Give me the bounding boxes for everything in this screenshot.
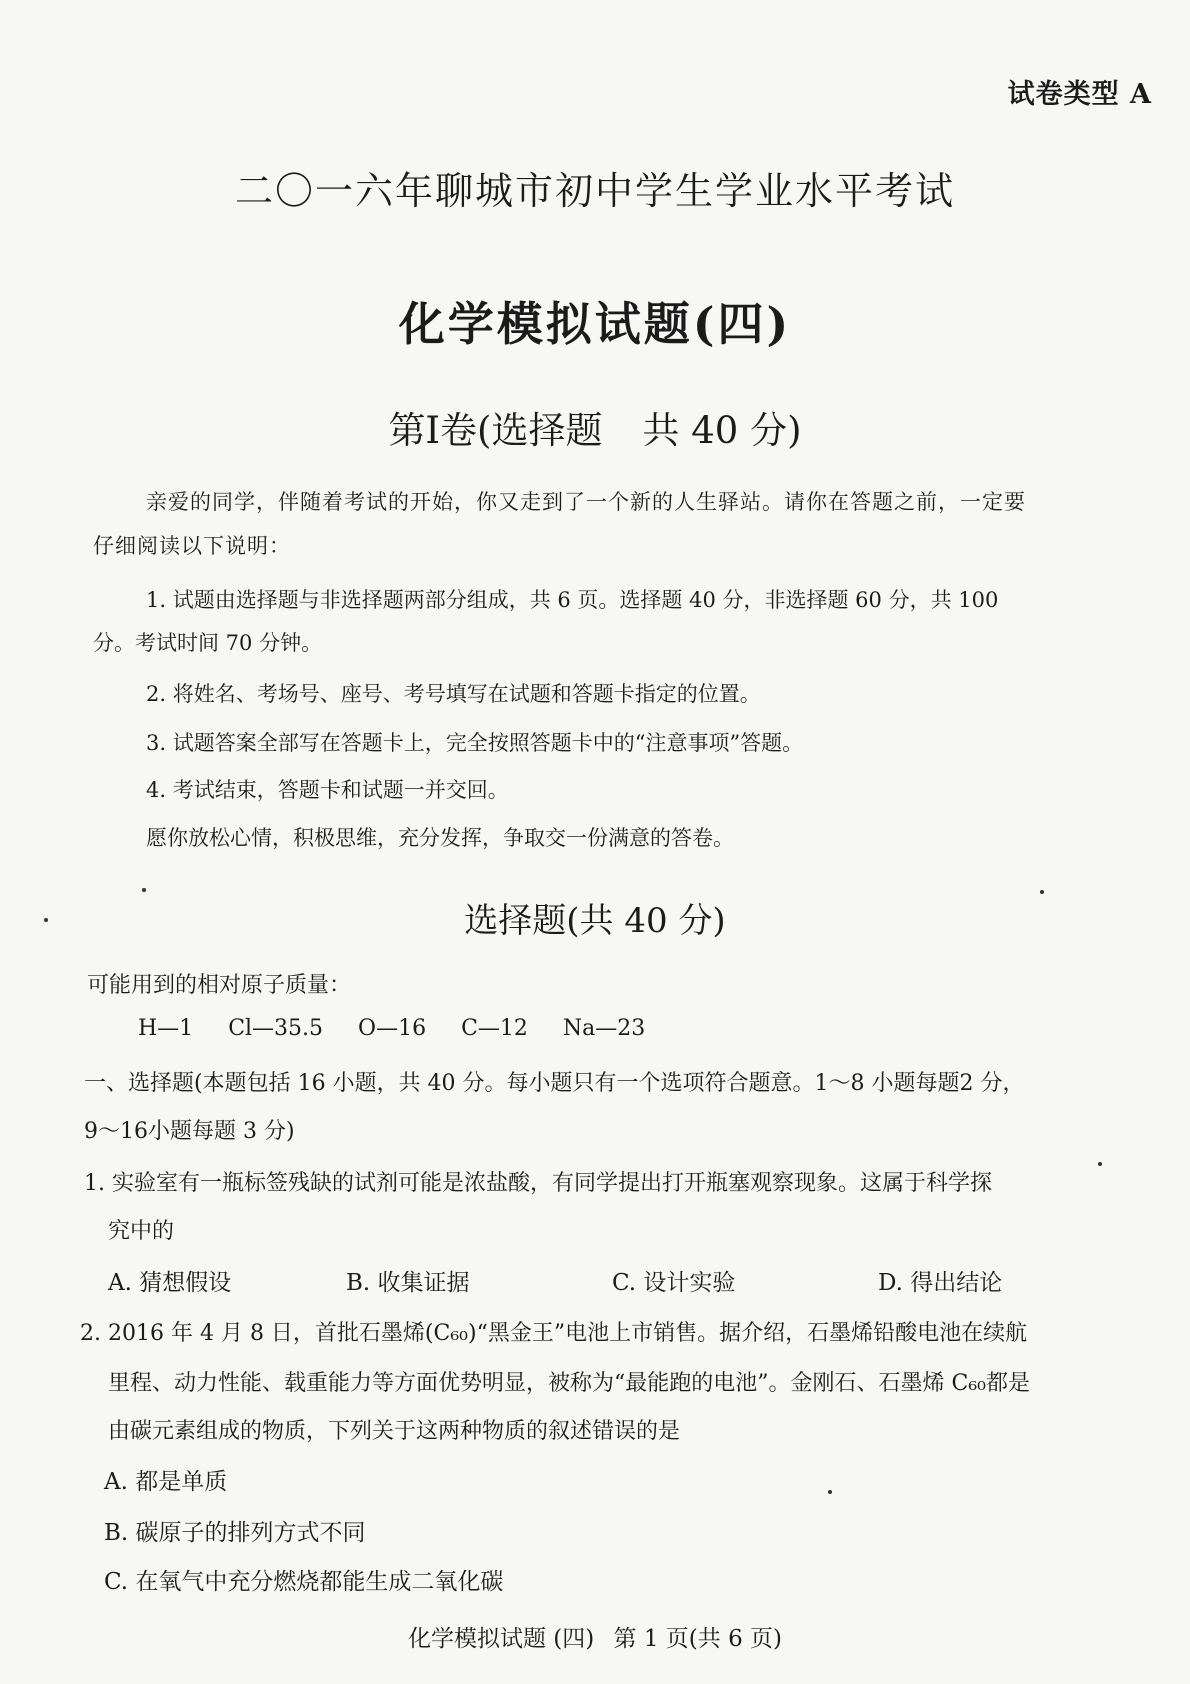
rule-3: 3. 试题答案全部写在答题卡上，完全按照答题卡中的“注意事项”答题。 [146,731,804,755]
scan-speck [1098,1162,1102,1166]
footer-page-number: 第 1 页(共 6 页) [613,1626,783,1652]
q1-option-a: A. 猜想假设 [108,1270,232,1296]
part-score: 共 40 分) [642,409,802,452]
rule-4: 4. 考试结束，答题卡和试题一并交回。 [146,778,509,802]
q2-line-2: 里程、动力性能、载重能力等方面优势明显，被称为“最能跑的电池”。金刚石、石墨烯 C₆₀都是 [108,1371,1030,1396]
scan-speck [142,888,146,892]
intro-line-1: 亲爱的同学，伴随着考试的开始，你又走到了一个新的人生驿站。请你在答题之前，一定要 [146,490,1026,514]
instructions-line-1: 一、选择题(本题包括 16 小题，共 40 分。每小题只有一个选项符合题意。1～8 小题每题2 分， [84,1071,1025,1096]
q2-option-b: B. 碳原子的排列方式不同 [104,1520,366,1546]
q1-option-d: D. 得出结论 [878,1270,1003,1296]
rule-2: 2. 将姓名、考场号、座号、考号填写在试题和答题卡指定的位置。 [146,682,761,706]
page-footer [0,1620,1190,1653]
paper-type-label: 试卷类型 A [1007,79,1152,110]
atomic-mass-list [138,1016,673,1041]
q1-option-c: C. 设计实验 [612,1270,736,1296]
scan-speck [1040,890,1044,894]
atomic-mass-item: Na—23 [562,1016,646,1041]
scan-speck [828,1490,832,1494]
wish-line: 愿你放松心情，积极思维，充分发挥，争取交一份满意的答卷。 [146,826,734,850]
instructions-line-2: 9～16小题每题 3 分) [84,1119,295,1144]
part-title [0,400,1190,454]
scan-speck [44,918,48,922]
rule-1-line-1: 1. 试题由选择题与非选择题两部分组成，共 6 页。选择题 40 分，非选择题 60 分，共 100 [146,588,999,612]
intro-line-2: 仔细阅读以下说明： [93,534,291,558]
exam-title: 化学模拟试题(四) [398,297,792,351]
exam-header: 二〇一六年聊城市初中学生学业水平考试 [234,169,955,213]
q1-line-2: 究中的 [108,1219,175,1244]
part-name: 第Ⅰ卷(选择题 [388,409,603,452]
atomic-mass-item: O—16 [358,1016,427,1041]
atomic-mass-item: H—1 [138,1016,194,1041]
section-title: 选择题(共 40 分) [464,901,726,941]
q2-option-a: A. 都是单质 [104,1469,228,1495]
atomic-mass-item: Cl—35.5 [228,1016,324,1041]
rule-1-line-2: 分。考试时间 70 分钟。 [93,631,323,655]
atomic-mass-item: C—12 [461,1016,528,1041]
q2-option-c: C. 在氧气中充分燃烧都能生成二氧化碳 [104,1569,504,1595]
q1-line-1: 1. 实验室有一瓶标签残缺的试剂可能是浓盐酸，有同学提出打开瓶塞观察现象。这属于科学探 [84,1171,992,1196]
q2-line-3: 由碳元素组成的物质，下列关于这两种物质的叙述错误的是 [108,1419,681,1444]
atomic-mass-label: 可能用到的相对原子质量： [87,973,352,998]
q1-option-b: B. 收集证据 [346,1270,470,1296]
q2-line-1: 2. 2016 年 4 月 8 日，首批石墨烯(C₆₀)“黑金王”电池上市销售。据介绍，石墨烯铅酸电池在续航 [80,1321,1028,1346]
footer-title: 化学模拟试题 (四) [407,1626,595,1652]
